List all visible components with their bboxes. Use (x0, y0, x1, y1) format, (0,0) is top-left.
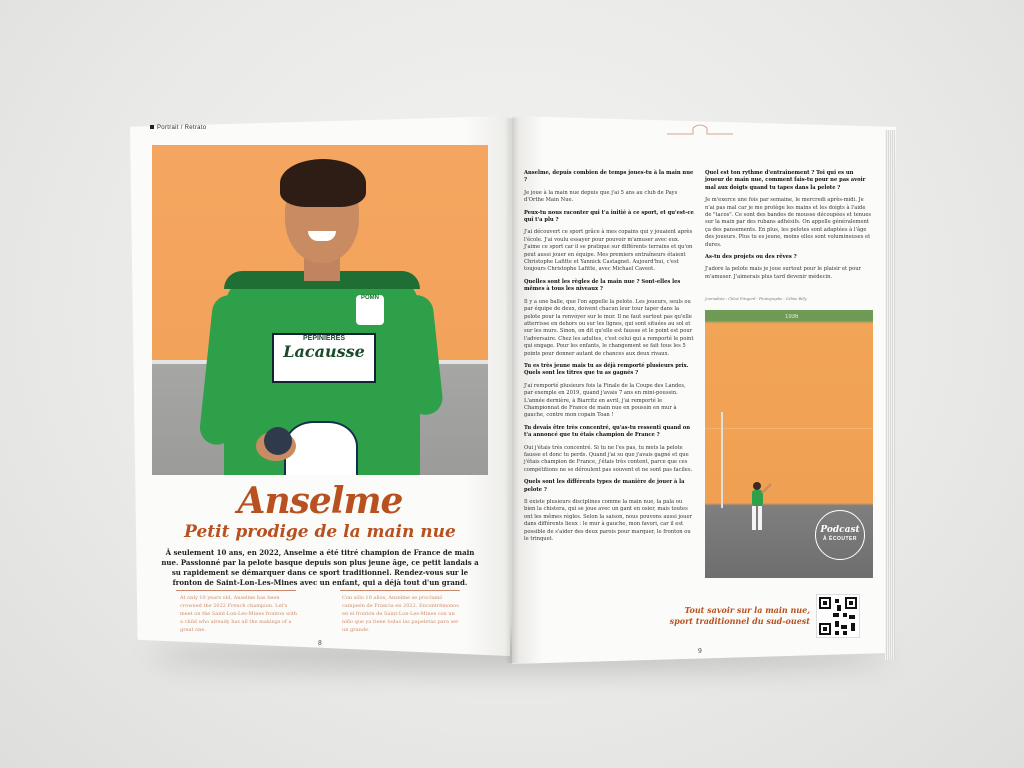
wall-line (705, 428, 873, 429)
answer-6: Il existe plusieurs disciplines comme la main nue, la pala ou bien la chistera, qui se joue avec un gant en osier, mais toutes ont les mêmes règles. Selon la saison, nous pouvons aussi jouer dans différents lieux : le mur à gauche, mon favori, car il est possible de s'aider des deux parois pour marquer, le fronton ou le trinquet. (524, 499, 693, 543)
green-jersey (224, 271, 420, 475)
boy-hair (280, 159, 366, 207)
jersey-sponsor (272, 333, 376, 383)
section-label (150, 125, 206, 131)
cta-text: Tout savoir sur la main nue, sport traditionnel du sud-ouest (669, 605, 810, 626)
divider-en (176, 590, 296, 591)
translation-en: At only 10 years old, Anselme has been crowned the 2022 French champion. Let's meet on the Saint-Lon-Les-Mines fronton with a child who already has all the makings of a great one. (180, 595, 298, 633)
question-6: Quels sont les différents types de manière de jouer à la pelote ? (524, 479, 685, 493)
article-intro: À seulement 10 ans, en 2022, Anselme a été titré champion de France de main nue. Passionné par la pelote basque depuis son plus jeune âge, ce petit landais a su rapidement se démarquer dans ce sport traditionnel. Rendez-vous sur le fronton de Saint-Lon-Les-Mines avec un enfant, qui a déjà tout d'un grand. (161, 548, 479, 587)
photo-credit: Journaliste : Chloé Fitzgerd - Photographe : Céline Billy (705, 297, 807, 301)
portrait-photo (152, 145, 488, 475)
page-edges (885, 130, 895, 660)
question-5: Tu devais être très concentré, qu'as-tu ressenti quand on t'a annoncé que tu étais champion de France ? (524, 424, 691, 439)
answer-1: Je joue à la main nue depuis que j'ai 5 ans au club de Pays d'Orthe Main Nue. (524, 189, 678, 204)
jersey-badge (356, 295, 384, 325)
interview-column-2 (705, 170, 873, 286)
answer-2: J'ai découvert ce sport grâce à mes copains qui y jouaient après l'école. J'ai voulu essayer pour pouvoir m'amuser avec eux. J'aime ce sport car il se pratique sur différents terrains et qu'on peut aussi jouer en équipe. Mes premiers entraîneurs étaient Christophe Lafitte et Yannick Castagnet. Aujourd'hui, c'est toujours Christophe Lafitte, avec Michael Caveot. (524, 229, 693, 273)
jersey-badge-text: POMN (361, 295, 379, 301)
answer-7: Je m'exerce une fois par semaine, le mercredi après-midi. Je n'ai pas mal car je me protège les mains et les doigts à l'aide de "tacos". Ce sont des bandes de mousse découpées et tenues sur la main par des rubans adhésifs. On appelle généralement ça des pansements. En plus, les pelotes sont adaptées à l'âge des joueurs. Plus tu es jeune, moins elles sont volumineuses et dures. (705, 197, 872, 248)
answer-8: J'adore la pelote mais je joue surtout pour le plaisir et pour m'amuser. J'aimerais plus tard devenir médecin. (705, 266, 862, 280)
podcast-sub-label: À ÉCOUTER (823, 536, 857, 542)
divider-es (340, 590, 460, 591)
answer-4: J'ai remporté plusieurs fois la Finale de la Coupe des Landes, par exemple en 2019, quand j'avais 7 ans en mini-poussin. L'année dernière, à Biarritz en avril, j'ai remporté le Championnat de France de main nue en poussin en mur à gauche, contre mon copain Toan ! (524, 382, 686, 419)
qr-code-icon[interactable] (816, 594, 860, 638)
fronton-arch-icon (665, 122, 735, 136)
square-bullet-icon (150, 125, 154, 129)
answer-5: Oui j'étais très concentré. Si tu ne l'es pas, tu mets la pelote fausse et donc tu perds. Quand j'ai su que j'avais gagné et que j'étais champion de France, j'étais très content, parce que ces compétitions ne se déroulent pas souvent et ne sont pas faciles. (524, 444, 693, 473)
sponsor-brand-text: Lacausse (283, 342, 365, 361)
question-4: Tu es très jeune mais tu as déjà remporté plusieurs prix. Quels sont les titres que tu as gagnés ? (524, 362, 689, 377)
question-7: Quel est ton rythme d'entraînement ? Toi qui es un joueur de main nue, comment fais-tu pour ne pas avoir mal aux doigts quand tu tapes dans la pelote ? (705, 170, 866, 191)
sponsor-top-text: PÉPINIÈRES (302, 335, 345, 342)
player-figure (743, 480, 773, 540)
page-number-right: 9 (698, 648, 702, 655)
section-label-text: Portrait / Retrato (157, 125, 207, 131)
question-2: Peux-tu nous raconter qui t'a initié à ce sport, et qu'est-ce qui t'a plu ? (524, 209, 694, 224)
article-subtitle: Petit prodige de la main nue (184, 522, 456, 542)
podcast-label: Podcast (820, 525, 860, 535)
fronton-photo (705, 310, 873, 578)
pelota-ball (264, 427, 292, 455)
fronton-year: 1936 (785, 314, 799, 320)
article-title: Anselme (237, 480, 403, 522)
answer-3: Il y a une balle, que l'on appelle la pelote. Les joueurs, seuls ou par équipe de deux, doivent chacun leur tour taper dans la pelote pour la renvoyer sur le mur. Il ne faut surtout pas qu'elle atterrisse en dehors ou sur les lignes, qui sont situées au sol et sur les murs. Sinon, on dit qu'elle est fausse et le point est pour l'adversaire. Chez les adultes, c'est celui qui a remporté le point qui engage. Pour les enfants, le changement se fait tous les 5 points pour donner autant de chances aux deux rivaux. (524, 298, 694, 357)
question-3: Quelles sont les règles de la main nue ? Sont-elles les mêmes à tous les niveaux ? (524, 278, 681, 293)
question-1: Anselme, depuis combien de temps joues-tu à la main nue ? (524, 170, 694, 184)
podcast-badge[interactable] (815, 510, 865, 560)
question-8: As-tu des projets ou des rêves ? (705, 254, 797, 261)
page-gutter (505, 118, 519, 663)
interview-column-1 (524, 170, 694, 548)
translation-es: Con sólo 10 años, Anselme se proclamó campeón de Francia en 2022. Encontrémonos en el frontón de Saint-Lon-Les-Mines con un niño que ya tiene todas las papeletas para ser un grande. (342, 595, 459, 633)
wall-post (721, 412, 723, 508)
page-number-left: 8 (318, 640, 322, 647)
